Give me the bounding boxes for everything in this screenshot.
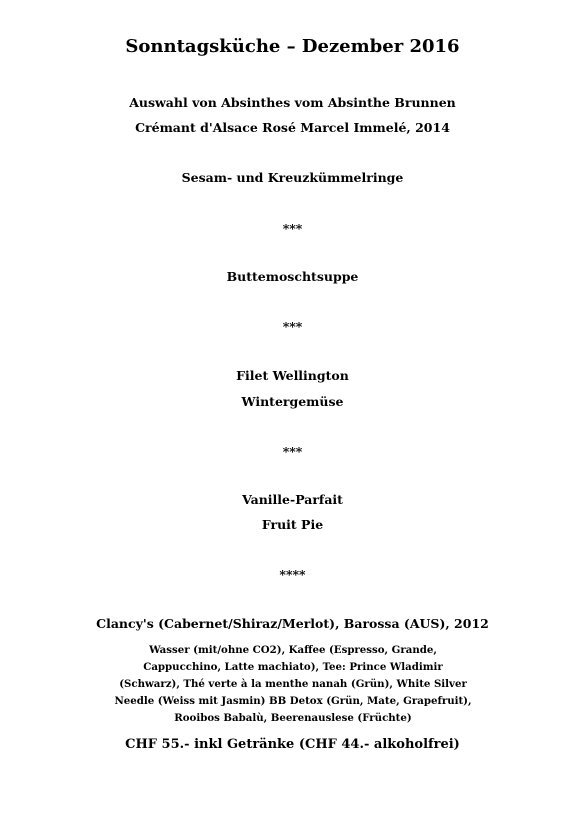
main-side-item: Wintergemüse [241, 394, 344, 409]
course-separator: **** [279, 567, 306, 582]
dessert-item: Vanille-Parfait [242, 492, 343, 507]
drinks-list: Wasser (mit/ohne CO2), Kaffee (Espresso, Grande, Cappucchino, Latte machiato), Tee: Prince Wladimir (Schwarz), Thé verte à la menthe nanah (Grün), White Silver Needle (Weiss mit Jasmin) BB Detox (Grün, Mate, Grapefruit), Rooibos Babalù, Beerenauslese (Früchte) [114, 644, 472, 724]
wine-line: Clancy's (Cabernet/Shiraz/Merlot), Barossa (AUS), 2012 [96, 616, 489, 631]
dessert-item: Fruit Pie [261, 517, 324, 532]
aperitif-line-1: Auswahl von Absinthes vom Absinthe Brunnen [129, 95, 456, 110]
course-separator: *** [282, 221, 303, 236]
price-line: CHF 55.- inkl Getränke (CHF 44.- alkoholfrei) [125, 737, 460, 752]
menu-title: Sonntagsküche – Dezember 2016 [125, 36, 460, 57]
course-separator: *** [282, 444, 303, 459]
starter-item: Sesam- und Kreuzkümmelringe [181, 170, 404, 185]
soup-item: Buttemoschtsuppe [226, 269, 359, 284]
main-course-item: Filet Wellington [236, 368, 349, 383]
course-separator: *** [282, 319, 303, 334]
aperitif-line-2: Crémant d'Alsace Rosé Marcel Immelé, 2014 [135, 120, 450, 135]
